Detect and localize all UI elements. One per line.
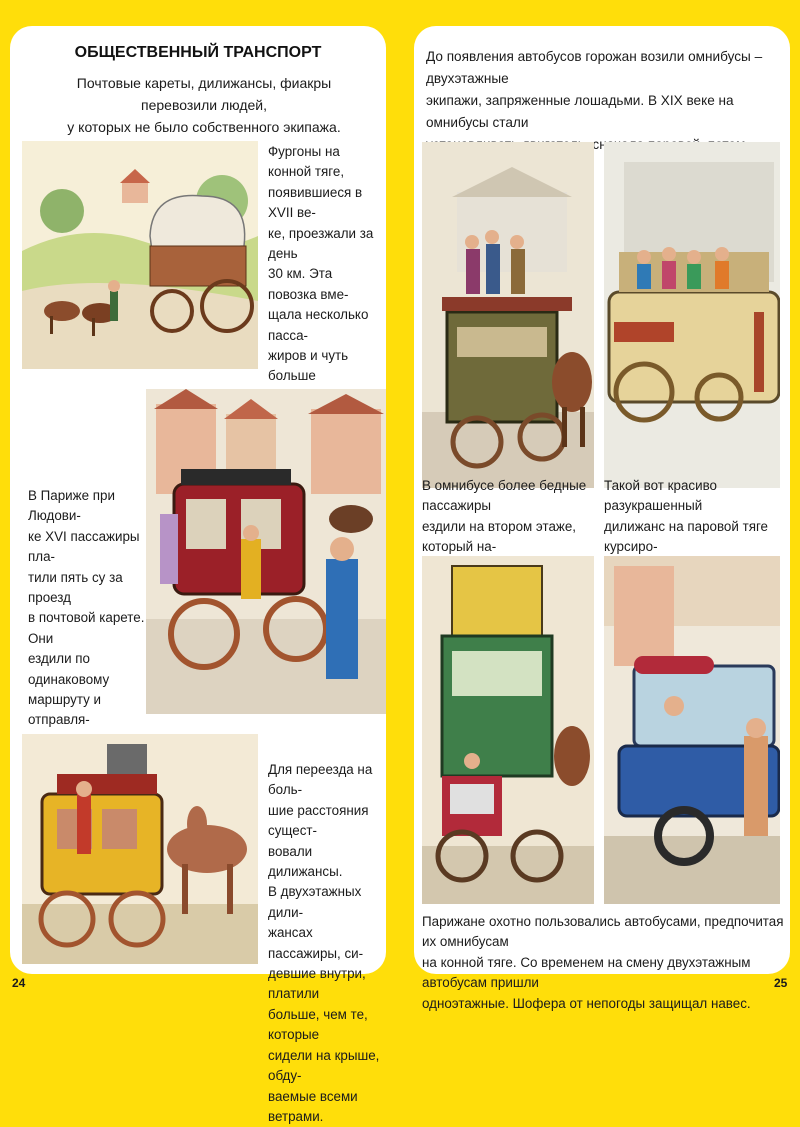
page-title: ОБЩЕСТВЕННЫЙ ТРАНСПОРТ: [74, 44, 322, 61]
post-carriage-illustration: [146, 389, 386, 714]
stagecoach-illustration: [22, 734, 258, 964]
page-number-right: 25: [774, 976, 788, 990]
double-decker-bus-illustration: [422, 556, 594, 904]
steam-carriage-illustration: [604, 142, 780, 488]
page-number-left: 24: [12, 976, 26, 990]
single-deck-bus-illustration: [604, 556, 780, 904]
page-subtitle: Почтовые кареты, дилижансы, фиакры перевозили людей, у которых не было собственного экипажа.: [67, 75, 341, 135]
stagecoach-text: Для переезда на боль- шие расстояния сущест- вовали дилижансы. В двухэтажных дили- жансах пассажиры, си- девшие внутри, платили больше, чем те, которые сидели на крыше, обду- ваемые всеми ветрами.: [268, 762, 380, 1124]
steam-caption: Такой вот красиво разукрашенный дилижанс на паровой тяге курсиро-: [604, 478, 768, 555]
omnibus-illustration: [422, 142, 594, 488]
paris-text: В Париже при Людови- ке XVI пассажиры пла- тили пять су за проезд в почтовой карете. Они ездили по одинаковому маршруту и отправля-: [28, 488, 145, 728]
intro-text: До появления автобусов горожан возили омнибусы – двухэтажные экипажи, запряженные лошадьми. В XIX веке на омнибусы стали: [426, 49, 763, 130]
wagon-text: Фургоны на конной тяге, появившиеся в XVII ве- ке, проезжали за день 30 км. Эта повозка вме- щала несколько пасса- жиров и чуть больше: [268, 144, 374, 384]
bus-caption: Парижане охотно пользовались автобусами, предпочитая их омнибусам на конной тяге. Со временем на смену двухэтажным автобусам пришли одноэтажные. Шофера от непогоды защищал навес.: [422, 914, 784, 1011]
covered-wagon-illustration: [22, 141, 258, 369]
omnibus-caption: В омнибусе более бедные пассажиры ездили на втором этаже, который на-: [422, 478, 587, 555]
